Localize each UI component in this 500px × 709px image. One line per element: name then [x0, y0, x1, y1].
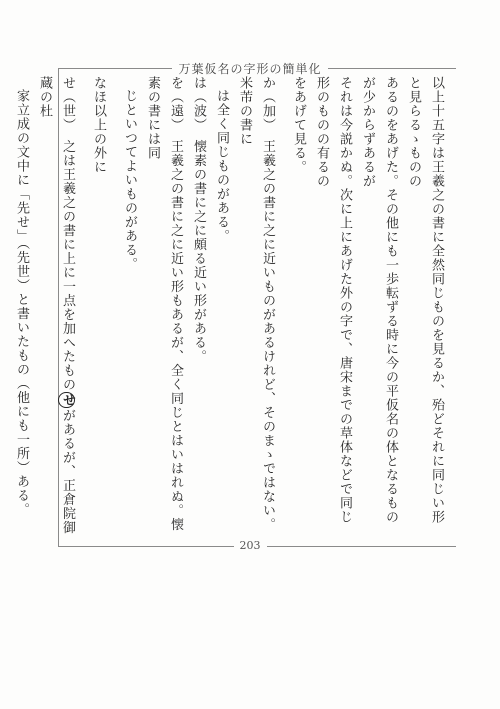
- entry-continuation: [118, 89, 141, 536]
- entry-head: は（波）: [191, 76, 206, 126]
- entry-text: は全く同じものがある。: [214, 89, 229, 243]
- running-header: [0, 60, 500, 77]
- entry-text: があるが、正倉院御蔵の杜: [37, 76, 75, 535]
- entry-text: 王羲之の書に之に近いものがあるけれど、そのまゝではない。米芾の書に: [237, 76, 275, 532]
- entry-wo: [141, 76, 187, 536]
- entry-text: 之は王羲之の書に上に一点を加へたもの: [60, 139, 75, 392]
- entry-text: 家立成の文中に「先せ」（先世）と書いたもの（他にも一所）ある。: [14, 89, 29, 517]
- intro-line: それは今説かぬ。次に上にあげた外の字で、唐宋までの草体などで同じ形のものの有るの: [314, 76, 352, 524]
- intro-line: をあげて見る。: [291, 76, 306, 174]
- entry-continuation: [10, 89, 33, 536]
- closing-line: [0, 76, 2, 536]
- entry-ka: [233, 76, 279, 536]
- kana-glyph-mark: せ: [60, 392, 75, 407]
- entry-head: を（遠）: [168, 76, 183, 126]
- section-heading: なほ以上の外に: [91, 76, 106, 174]
- page-number: [0, 539, 500, 552]
- entry-se: [33, 76, 79, 536]
- running-header-title: 万葉仮名の字形の簡単化: [172, 62, 327, 76]
- entry-head: せ（世）: [60, 76, 75, 126]
- entry-continuation: [210, 89, 233, 536]
- entry-text: じといつてよいものがある。: [122, 89, 137, 271]
- intro-line: あるのをあげた。その他にも一歩転ずる時に今の平仮名の体となるものが少からずあるが: [360, 76, 398, 524]
- entry-head: か（加）: [260, 76, 275, 126]
- entry-ha: [187, 76, 210, 536]
- page-number-label: 203: [234, 539, 267, 552]
- entry-text: 王羲之の書に之に近い形もあるが、全く同じとはいはれぬ。懐素の書には同: [145, 76, 183, 532]
- page-body: [14, 76, 448, 536]
- intro-line: 以上十五字は王羲之の書に全然同じものを見るか、殆どそれに同じい形と見らるゝものの: [406, 76, 444, 524]
- entry-text: 懐素の書に之に頗る近い形がある。: [191, 139, 206, 364]
